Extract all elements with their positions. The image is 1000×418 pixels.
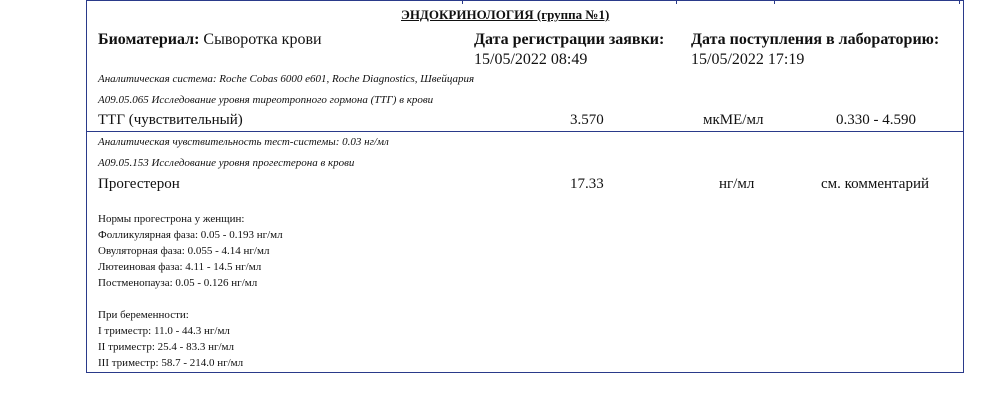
column-tick [676,0,677,4]
column-tick [774,0,775,4]
tsh-unit: мкМЕ/мл [703,112,764,128]
biomaterial [98,31,322,49]
top-border [86,0,963,1]
section-title: ЭНДОКРИНОЛОГИЯ (группа №1) [401,7,610,22]
pregnancy-line: I триместр: 11.0 - 44.3 нг/мл [98,325,230,337]
column-tick [959,0,960,4]
tsh-code-line: A09.05.065 Исследование уровня тиреотропного гормона (ТТГ) в крови [98,94,434,106]
biomaterial-value: Сыворотка крови [203,31,322,48]
tsh-name: ТТГ (чувствительный) [98,112,243,128]
progesterone-unit: нг/мл [719,176,755,192]
pregnancy-line: II триместр: 25.4 - 83.3 нг/мл [98,341,234,353]
registration-date-label: Дата регистрации заявки: [474,31,665,48]
sensitivity-note: Аналитическая чувствительность тест-системы: 0.03 нг/мл [98,136,389,148]
norm-line: Постменопауза: 0.05 - 0.126 нг/мл [98,277,258,289]
norm-line: Овуляторная фаза: 0.055 - 4.14 нг/мл [98,245,270,257]
tsh-value: 3.570 [570,112,604,128]
registration-date-value: 15/05/2022 08:49 [474,51,588,68]
progesterone-code-line: A09.05.153 Исследование уровня прогестерона в крови [98,157,355,169]
pregnancy-heading: При беременности: [98,309,189,321]
column-tick [462,0,463,4]
biomaterial-label: Биоматериал: [98,31,200,48]
tsh-range: 0.330 - 4.590 [836,112,916,128]
progesterone-value: 17.33 [570,176,604,192]
lab-date-value: 15/05/2022 17:19 [691,51,805,68]
norms-heading: Нормы прогестрона у женщин: [98,213,245,225]
progesterone-name: Прогестерон [98,176,180,192]
progesterone-range: см. комментарий [821,176,930,192]
lab-date-label: Дата поступления в лабораторию: [691,31,940,48]
analytic-system-note: Аналитическая система: Roche Cobas 6000 e601, Roche Diagnostics, Швейцария [98,73,475,85]
norm-line: Фолликулярная фаза: 0.05 - 0.193 нг/мл [98,229,283,241]
norm-line: Лютеиновая фаза: 4.11 - 14.5 нг/мл [98,261,262,273]
pregnancy-line: III триместр: 58.7 - 214.0 нг/мл [98,357,244,369]
row-divider [86,131,963,132]
